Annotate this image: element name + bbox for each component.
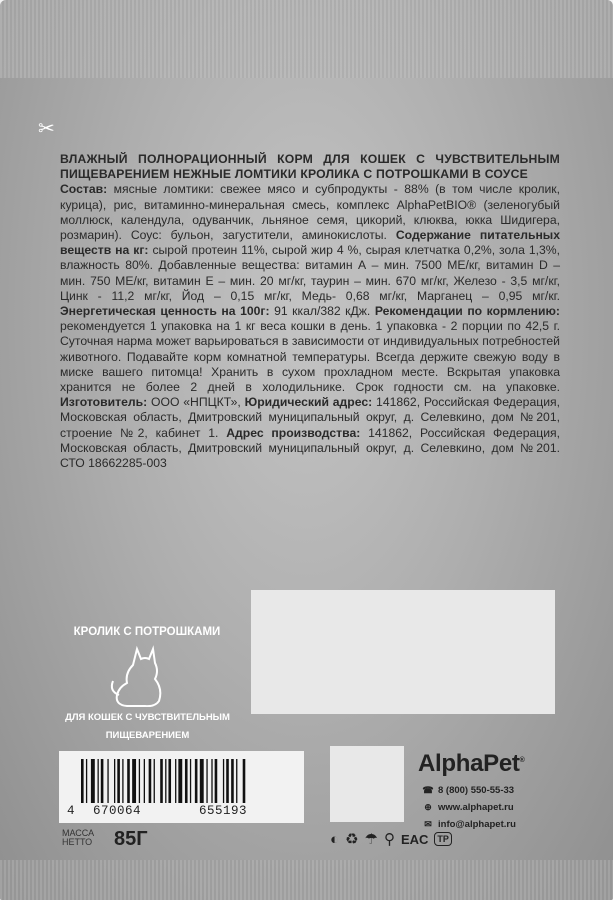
cat-silhouette-icon xyxy=(107,645,167,707)
production-address-label: Адрес производства: xyxy=(226,425,361,440)
composition-label: Состав: xyxy=(60,182,108,197)
packaging-symbols xyxy=(330,826,480,852)
product-title: ВЛАЖНЫЙ ПОЛНОРАЦИОННЫЙ КОРМ ДЛЯ КОШЕК С ЧУВСТВИТЕЛЬНЫМ ПИЩЕВАРЕНИЕМ НЕЖНЫЕ ЛОМТИКИ КРОЛИКА С ПОТРОШКАМИ В СОУСЕ xyxy=(60,152,560,182)
blank-label-area xyxy=(251,590,555,714)
nutrients-text: сырой протеин 11%, сырой жир 4 %, сырая клетчатка 0,2%, зола 1,3%, влажность 80%. Добавленные вещества: витамин А – мин. 7500 МЕ/кг, витамин D – мин. 750 МЕ/кг, витамин Е – мин. 20 мг/кг, таурин – мин. 670 мг/кг, Железо - 3,5 мг/кг, Цинк - 11,2 мг/кг, Йод – 0,15 мг/кг, Медь- 0,68 мг/кг, Марганец – 0,95 мг/кг. xyxy=(60,243,560,303)
globe-icon: ⊕ xyxy=(424,802,432,812)
flavor-name: КРОЛИК С ПОТРОШКАМИ xyxy=(73,626,221,638)
net-mass-value: 85Г xyxy=(114,828,148,850)
keep-dry-umbrella-icon: ☂ xyxy=(364,831,378,848)
legal-address-label: Юридический адрес: xyxy=(244,395,373,410)
legal-address-text: 141862, Российская Федерация, Московская область, Дмитровский муниципальный округ, д. Селевкино, дом №201, строение №2, кабинет 1. xyxy=(60,395,561,440)
barcode-area xyxy=(59,751,304,823)
scissors-icon: ✂ xyxy=(38,118,55,140)
bottom-seal xyxy=(0,860,613,900)
contact-phone: ☎ 8 (800) 550-55-33 xyxy=(422,785,515,796)
tr-mark: TP xyxy=(434,832,452,846)
manufacturer-label: Изготовитель: xyxy=(60,395,148,410)
composition-text: мясные ломтики: свежее мясо и субпродукты - 88% (в том числе кролик, курица), рис, витаминно-минеральная смесь, комплекс AlphaPetBIO® (зеленогубый моллюск, календула, одуванчик, льняное семя, цикорий, клюква, юкка Шидигера, розмарин). Соус: бульон, загустители, аминокислоты. xyxy=(60,182,560,243)
feeding-label: Рекомендации по кормлению: xyxy=(374,304,560,319)
manufacturer-text: ООО «НПЦКТ», xyxy=(151,395,241,410)
glass-fork-icon: ⚲ xyxy=(383,831,395,848)
recycle-c-icon: ◐ xyxy=(330,830,340,848)
product-description xyxy=(60,152,560,471)
barcode xyxy=(81,759,295,803)
feeding-text: рекомендуется 1 упаковка на 1 кг веса кошки в день. 1 упаковка - 2 порции по 42,5 г. Суточная нарма может варьироваться в зависимости от индивидуальных потребностей животного. Подавайте корм комнатной температуры. Всегда держите свежую воду в миске вашего питомца! Хранить в сухом прохладном месте. Вскрытая упаковка хранится не более 2 дней в холодильнике. Срок годности см. на упаковке. xyxy=(60,319,560,395)
barcode-digits-left: 670064 xyxy=(93,804,142,818)
barcode-digit-prefix: 4 xyxy=(67,804,76,818)
barcode-digits xyxy=(67,804,297,818)
contact-site: ⊕ www.alphapet.ru xyxy=(422,799,516,816)
energy-text: 91 ккал/382 кДж. xyxy=(274,304,371,319)
nutrients-label: Содержание питательных веществ на кг: xyxy=(60,228,560,258)
barcode-digits-right: 655193 xyxy=(199,804,248,818)
sensitive-digestion-label: ДЛЯ КОШЕК С ЧУВСТВИТЕЛЬНЫМ ПИЩЕВАРЕНИЕМ xyxy=(65,712,230,741)
blank-label-area-small xyxy=(330,746,404,822)
brand-logo: AlphaPet® xyxy=(418,750,525,777)
net-mass-label: МАССА НЕТТО xyxy=(62,828,95,847)
phone-icon: ☎ xyxy=(422,785,434,795)
mail-icon: ✉ xyxy=(424,819,432,829)
top-seal xyxy=(0,0,613,78)
energy-label: Энергетическая ценность на 100г: xyxy=(60,304,270,319)
eac-mark: EAC xyxy=(400,831,429,847)
contact-email: ✉ info@alphapet.ru xyxy=(422,816,516,833)
production-address-text: 141862, Российская Федерация, Московская область, Дмитровский муниципальный округ, д. Селевкино, дом №201. СТО 18662285-003 xyxy=(60,425,561,471)
waste-bin-icon: ♻ xyxy=(345,831,359,848)
